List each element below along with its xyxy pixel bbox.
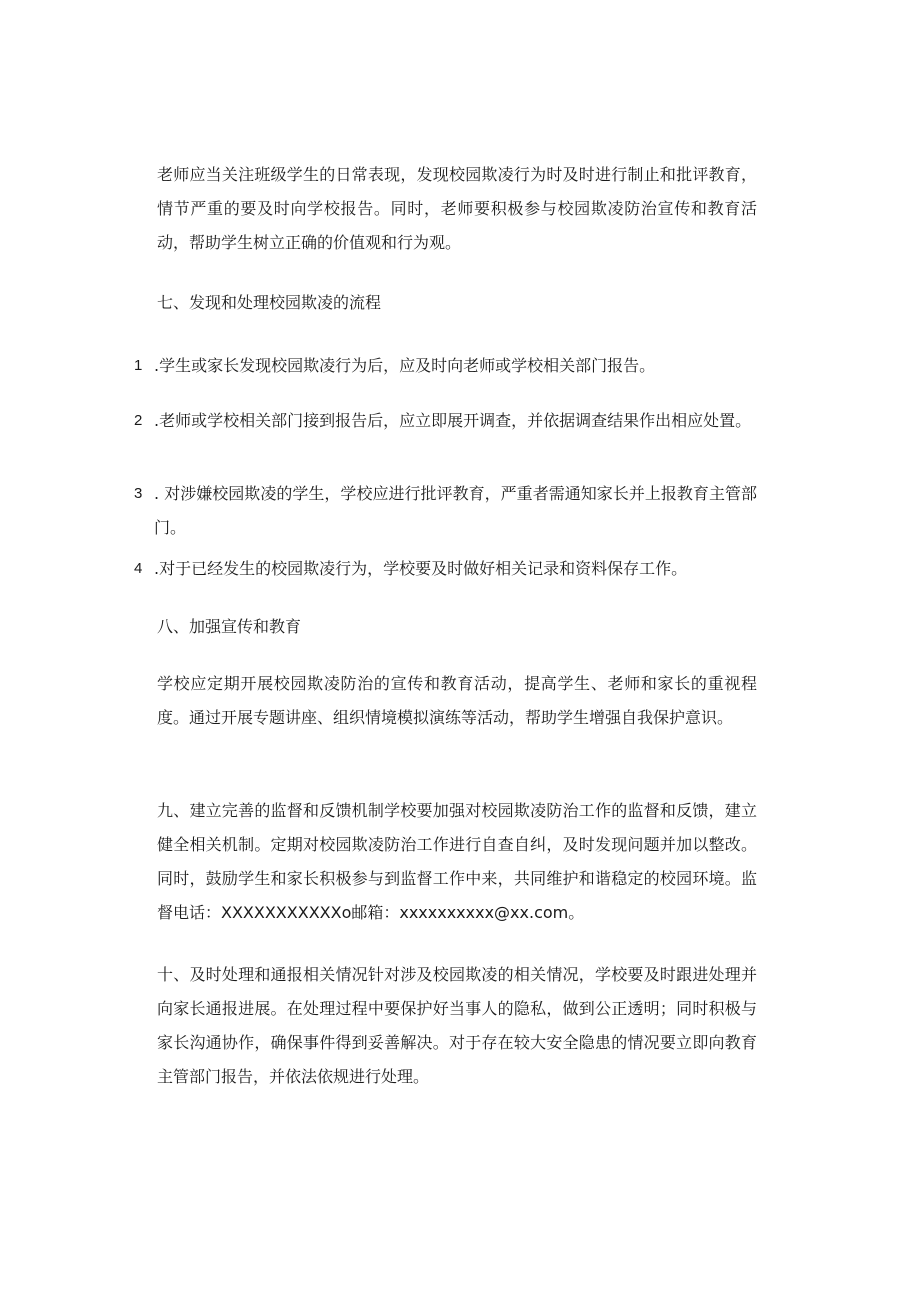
list-number: 1 — [134, 357, 143, 374]
paragraph-teacher-duties: 老师应当关注班级学生的日常表现，发现校园欺凌行为时及时进行制止和批评教育，情节严重的要及时向学校报告。同时，老师要积极参与校园欺凌防治宣传和教育活动，帮助学生树立正确的价值观和行为观。 — [157, 165, 757, 252]
list-text: .对于已经发生的校园欺凌行为，学校要及时做好相关记录和资料保存工作。 — [154, 559, 688, 578]
list-item-1 — [134, 349, 757, 383]
section-heading-7: 七、发现和处理校园欺凌的流程 — [157, 293, 382, 312]
list-text: .老师或学校相关部门接到报告后，应立即展开调查，并依据调查结果作出相应处置。 — [154, 411, 752, 430]
list-item-2 — [134, 404, 757, 438]
paragraph-section-9: 九、建立完善的监督和反馈机制学校要加强对校园欺凌防治工作的监督和反馈，建立健全相关机制。定期对校园欺凌防治工作进行自查自纠，及时发现问题并加以整改。同时，鼓励学生和家长积极参与到监督工作中来，共同维护和谐稳定的校园环境。监督电话：XXXXXXXXXXXo邮箱：xxxxxxxxxx@xx.com。 — [157, 801, 757, 922]
paragraph-section-10: 十、及时处理和通报相关情况针对涉及校园欺凌的相关情况，学校要及时跟进处理并向家长通报进展。在处理过程中要保护好当事人的隐私，做到公正透明；同时积极与家长沟通协作，确保事件得到妥善解决。对于存在较大安全隐患的情况要立即向教育主管部门报告，并依法依规进行处理。 — [157, 965, 757, 1086]
list-text: . 对涉嫌校园欺凌的学生，学校应进行批评教育，严重者需通知家长并上报教育主管部门。 — [154, 484, 757, 537]
list-number: 2 — [134, 412, 143, 429]
list-text: .学生或家长发现校园欺凌行为后，应及时向老师或学校相关部门报告。 — [154, 356, 656, 375]
list-number: 4 — [134, 560, 143, 577]
list-item-3 — [134, 477, 757, 545]
section-heading-8: 八、加强宣传和教育 — [157, 617, 302, 636]
list-item-4 — [134, 552, 757, 586]
paragraph-section-8: 学校应定期开展校园欺凌防治的宣传和教育活动，提高学生、老师和家长的重视程度。通过开展专题讲座、组织情境模拟演练等活动，帮助学生增强自我保护意识。 — [157, 674, 757, 727]
list-number: 3 — [134, 485, 143, 502]
